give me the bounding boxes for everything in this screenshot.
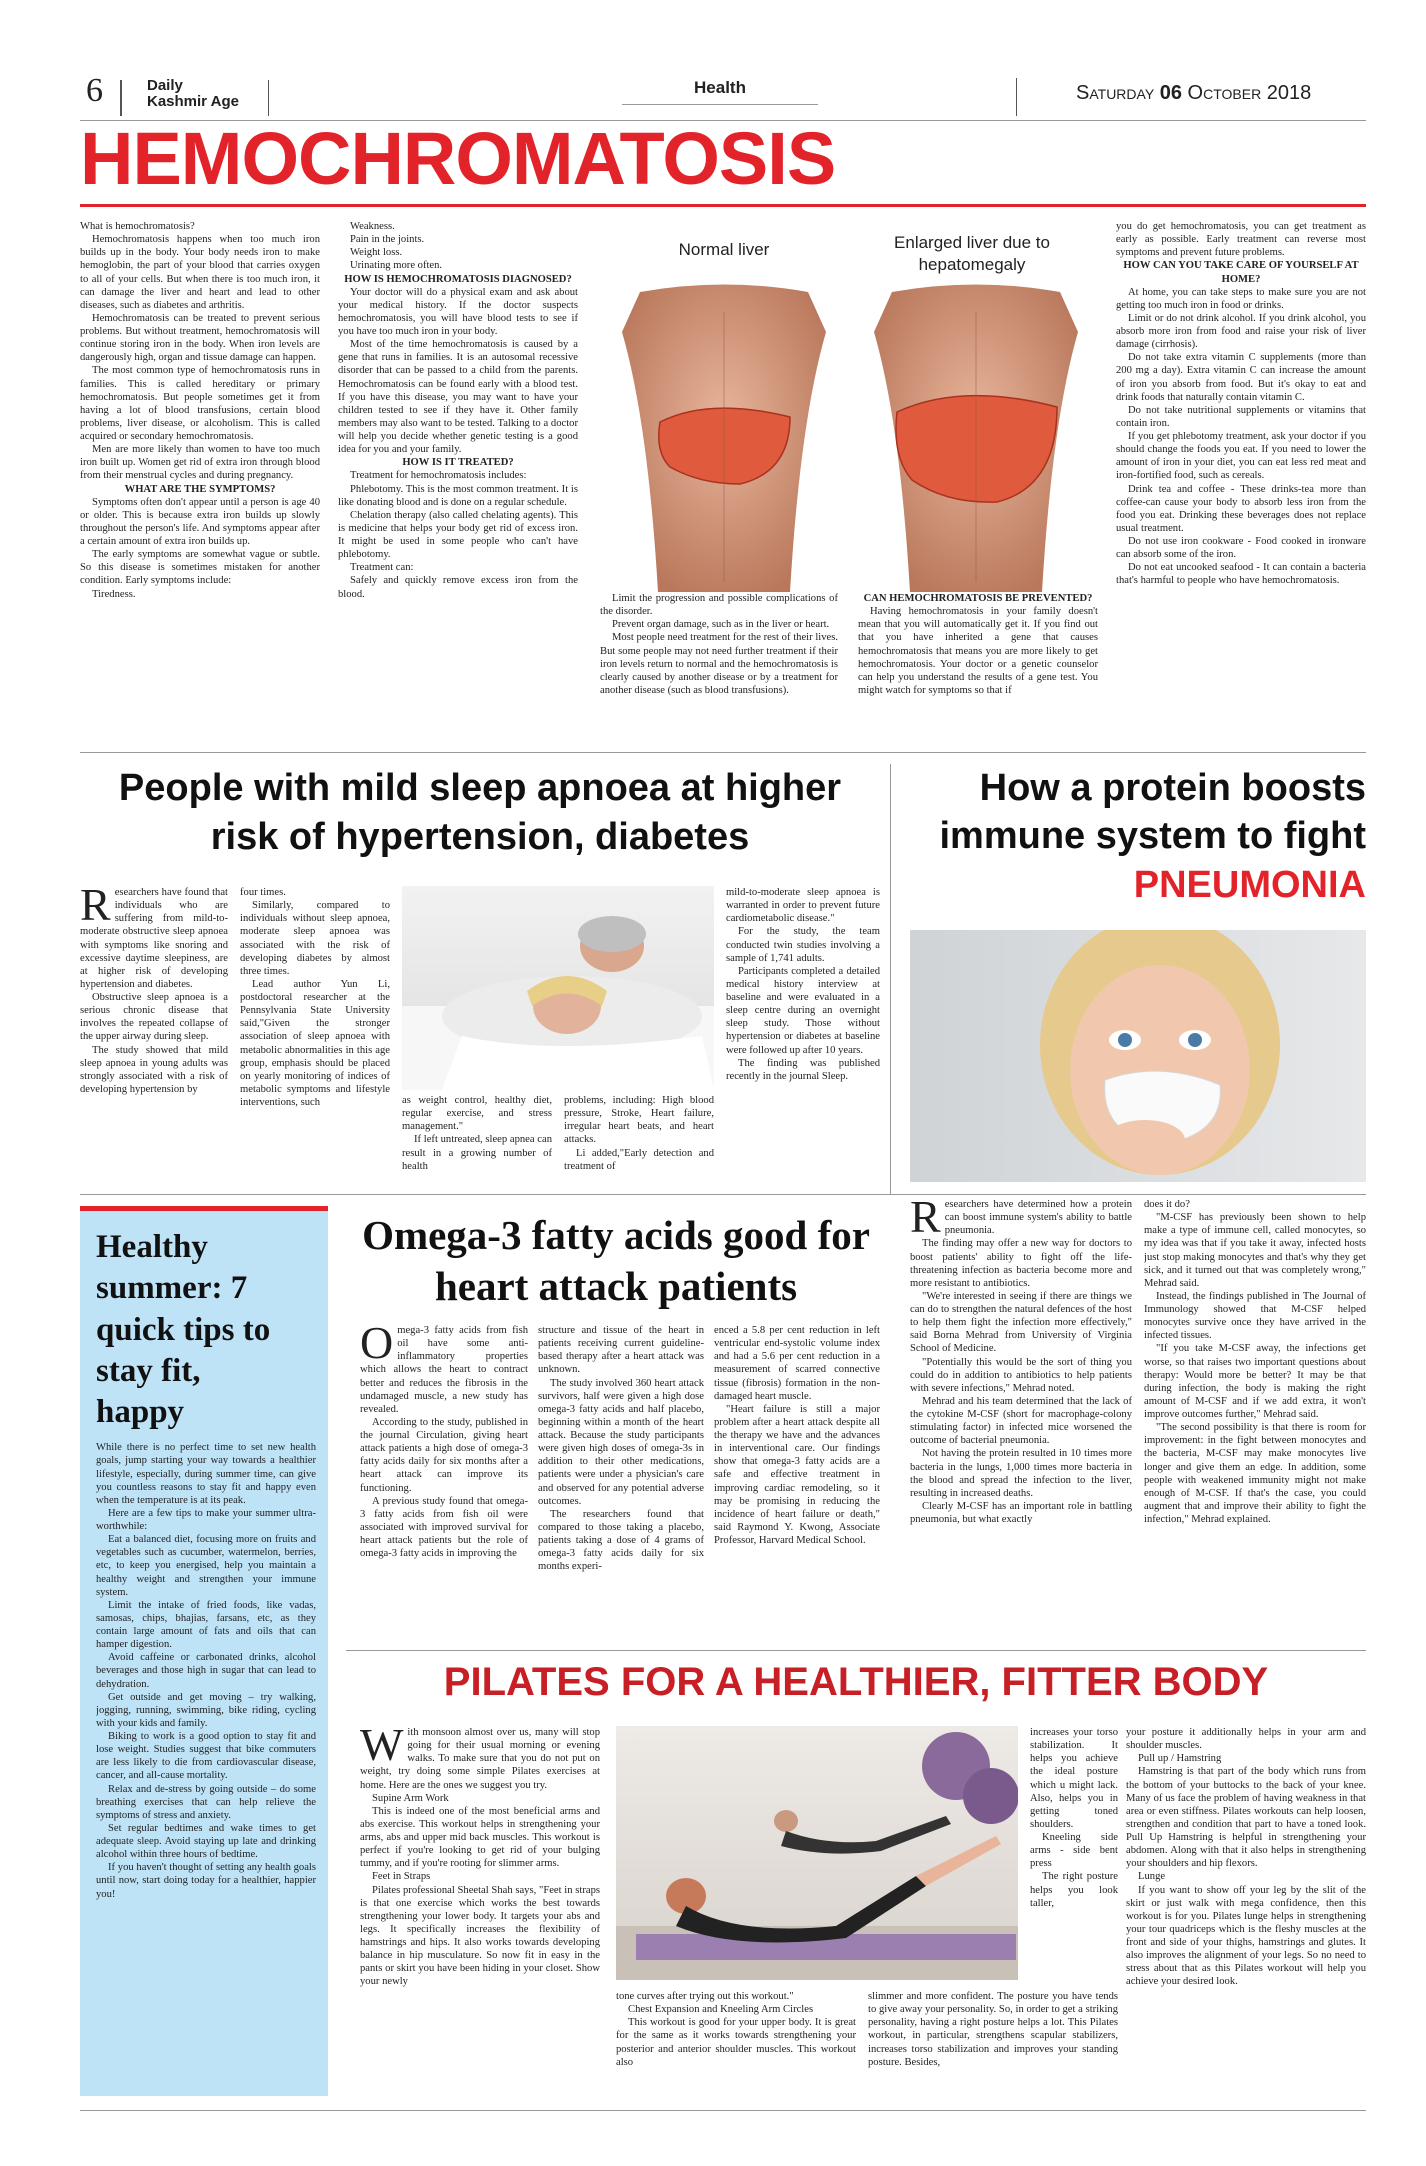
paragraph: Clearly M-CSF has an important role in battling pneumonia, but what exactly <box>910 1500 1132 1525</box>
paragraph: Chelation therapy (also called chelating agents). This is medicine that helps your body get rid of excess iron. It might be used in some people who can't have phlebotomy. <box>338 509 578 561</box>
paragraph: does it do? <box>1144 1199 1190 1210</box>
apnoea-headline: People with mild sleep apnoea at higher risk of hypertension, diabetes <box>118 767 842 859</box>
paragraph: A previous study found that omega-3 fatty acids from fish oil were associated with improved survival for heart attack patients but the role of omega-3 fatty acids in improving the <box>360 1495 528 1560</box>
paragraph: The researchers found that compared to those taking a placebo, patients taking a dose of 4 grams of omega-3 fatty acids daily for six months experi- <box>538 1508 704 1573</box>
sidebar-body <box>96 1441 316 2041</box>
paragraph: Urinating more often. <box>350 260 443 272</box>
paragraph: Most of the time hemochromatosis is caused by a gene that runs in families. It is an autosomal recessive disorder that can be passed to a child from the parents. Hemochromatosis can be found early with a blood test. If you have this disease, you may want to have your children tested to see if they have it. Other family members may also want to be tested. Talking to a doctor will help you decide whether genetic testing is a good idea for you and your family. <box>338 339 578 456</box>
enlarged-liver-label: Enlarged liver due to hepatomegaly <box>894 233 1050 275</box>
paragraph: "The second possibility is that there is room for improvement: in the fight between monocytes and the bacteria, M-CSF may make monocytes live longer and give them an edge. In addition, some people with weakened immunity might not make enough of M-CSF. If that's the case, you could augment that and improve their ability to fight the infection," Mehrad explained. <box>1144 1422 1366 1525</box>
paragraph: ith monsoon almost over us, many will stop going for their usual morning or evening walks. To make sure that you do not put on weight, try doing some simple Pilates exercises at home. Here are the ones we suggest you try. <box>360 1727 600 1791</box>
paragraph: What is hemochromatosis? <box>80 221 195 232</box>
paragraph: Treatment can: <box>350 562 414 574</box>
paragraph: Hemochromatosis happens when too much iron builds up in the body. Your body needs iron to make hemoglobin, the part of your blood that carries oxygen to all of your cells. But when there is too much iron, it can damage the liver and heart and lead to other diseases, such as diabetes and arthritis. <box>80 234 320 311</box>
enlarged-liver-image <box>852 222 1100 592</box>
paragraph: Not having the protein resulted in 10 times more bacteria in the lungs, 1,000 times more bacteria in the blood and spread the infection to the liver, resulting in increased deaths. <box>910 1448 1132 1499</box>
paragraph: Limit or do not drink alcohol. If you drink alcohol, you absorb more iron from food and raise your risk of liver damage (cirrhosis). <box>1116 312 1366 351</box>
paragraph: Here are a few tips to make your summer ultra-worthwhile: <box>96 1507 316 1532</box>
paragraph: as weight control, healthy diet, regular exercise, and stress management." <box>402 1095 552 1133</box>
main-col-1 <box>80 220 320 750</box>
paragraph: According to the study, published in the journal Circulation, giving heart attack patients a high dose of omega-3 fatty acids daily for six months after a heart attack can improve its functioning. <box>360 1416 528 1494</box>
paragraph: Limit the intake of fried foods, like vadas, samosas, chips, bhajias, farsans, etc, as they contain large amount of fats and oils that can hamper digestion. <box>96 1599 316 1651</box>
pilates-dropcap: W <box>360 1726 404 1770</box>
paragraph: "Heart failure is still a major problem after a heart attack despite all the therapy we have and the advances in interventional care. Our findings show that omega-3 fatty acids are a safe and effective treatment in improving cardiac remodeling, so it may be promising in reducing the incidence of heart failure or death," said Raymond Y. Kwong, Associate Professor, Harvard Medical School. <box>714 1403 880 1546</box>
paragraph: Pull up / Hamstring <box>1138 1753 1222 1765</box>
date-month: October <box>1187 82 1262 104</box>
sidebar-box <box>80 1206 328 2096</box>
paragraph: Symptoms often don't appear until a person is age 40 or older. This is because extra iron builds up slowly throughout the person's life. And symptoms appear after a certain amount of extra iron builds up. <box>80 496 320 547</box>
paragraph: Instead, the findings published in The Journal of Immunology showed that M-CSF helped monocytes survive once they have arrived in the infected tissues. <box>1144 1290 1366 1342</box>
subheading: HOW CAN YOU TAKE CARE OF YOURSELF AT HOME? <box>1123 260 1359 285</box>
omega-col-1 <box>360 1324 528 1636</box>
paragraph: Avoid caffeine or carbonated drinks, alcohol beverages and those high in sugar that can lead to dehydration. <box>96 1652 316 1690</box>
paragraph: Li added,"Early detection and treatment of <box>564 1147 714 1172</box>
paragraph: Most people need treatment for the rest of their lives. But some people may not need further treatment if their iron levels return to normal and the hemochromatosis is clearly caused by another disease or by a treatment for another disease (such as blood transfusions). <box>600 632 838 696</box>
paragraph: While there is no perfect time to set new health goals, jump starting your way towards a healthier lifestyle, especially, during summer time, can give you countless reasons to stay fit and happy even when the temperature is at its peak. <box>96 1442 316 1506</box>
paragraph: If you haven't thought of setting any health goals until now, start doing today for a healthier, happier you! <box>96 1862 316 1900</box>
paragraph: Men are more likely than women to have too much iron built up. Women get rid of extra iron through blood from their menstrual cycles and during pregnancy. <box>80 444 320 482</box>
pilates-col-4 <box>1126 1726 1366 2096</box>
pilates-col-3 <box>868 1990 1118 2096</box>
paragraph: Kneeling side arms - side bent press <box>1030 1832 1118 1870</box>
apnoea-col-5 <box>726 886 880 1186</box>
paragraph: "If you take M-CSF away, the infections get worse, so that raises two important questions about therapy: Would more be better? It may be that during infection, the body is making the right amount of M-CSF and if we add extra, it won't improve outcomes further," Mehrad said. <box>1144 1343 1366 1420</box>
normal-liver-label: Normal liver <box>678 240 770 259</box>
sleeping-couple-photo <box>402 886 714 1090</box>
paragraph: Get outside and get moving – try walking, jogging, running, swimming, bike riding, cycling with your kids and family. <box>96 1691 316 1729</box>
paragraph: Limit the progression and possible complications of the disorder. <box>600 593 838 618</box>
paragraph: Weakness. <box>350 221 395 232</box>
normal-liver-image <box>600 222 848 592</box>
paragraph: "M-CSF has previously been shown to help make a type of immune cell, called monocytes, so my idea was that if you take it away, infected hosts just stop making monocytes and that's why they get sick, and it turned out that was completely wrong," Mehrad said. <box>1144 1212 1366 1289</box>
section-name: Health <box>694 78 746 97</box>
paragraph: Lead author Yun Li, postdoctoral researcher at the Pennsylvania State University said,"Given the stronger association of sleep apnoea with metabolic abnormalities in this age group, emphasis should be placed on yearly monitoring of indices of metabolic symptoms and lifestyle interventions, such <box>240 978 390 1108</box>
paragraph: The finding was published recently in the journal Sleep. <box>726 1057 880 1082</box>
paragraph: Lunge <box>1138 1871 1166 1883</box>
paragraph: This workout is good for your upper body. It is great for the same as it works towards strengthening your posterior and anterior shoulder muscles. This workout also <box>616 2017 856 2068</box>
paragraph: Relax and de-stress by going outside – do some breathing exercises that can help relieve the symptoms of stress and anxiety. <box>96 1783 316 1821</box>
paper-name <box>147 78 239 110</box>
protein-col-1 <box>910 1198 1132 1636</box>
paragraph: Hamstring is that part of the body which runs from the bottom of your buttocks to the back of your knee. Many of us face the problem of having weakness in that area or even stiffness. Pilates workouts can help loosen, strengthen and condition that part to have a toned look. Pull Up Hamstring is helpful in strengthening your abdomen. Along with that it also helps in strengthening your shoulders and hip flexors. <box>1126 1766 1366 1870</box>
paragraph: Treatment for hemochromatosis includes: <box>350 470 527 482</box>
date-year: 2018 <box>1266 82 1312 104</box>
paragraph: Set regular bedtimes and wake times to get adequate sleep. Avoid staying up late and drinking alcohol within three hours of bedtime. <box>96 1822 316 1861</box>
date-day: Saturday <box>1076 82 1155 104</box>
torso-illustration <box>600 222 848 592</box>
paragraph: mega-3 fatty acids from fish oil have some anti-inflammatory properties which allows the heart to contract better and reduces the fibrosis in the undamaged muscle, a new study has revealed. <box>360 1325 528 1415</box>
paragraph: Do not take nutritional supplements or vitamins that contain iron. <box>1116 404 1366 429</box>
protein-headline <box>900 764 1366 909</box>
paragraph: The study involved 360 heart attack survivors, half were given a high dose omega-3 fatty acids and half placebo, beginning within a month of the heart attack. Because the study participants were given high doses of omega-3s in addition to their other medications, patients were under a physician's care and observed for any potential adverse outcomes. <box>538 1377 704 1507</box>
main-col-5 <box>1116 220 1366 750</box>
torso-illustration <box>852 222 1100 592</box>
sidebar-headline: Healthy summer: 7 quick tips to stay fit, happy <box>96 1229 271 1430</box>
girl-illustration <box>910 930 1366 1182</box>
subheading: HOW IS HEMOCHROMATOSIS DIAGNOSED? <box>344 273 572 285</box>
pilates-col-1 <box>360 1726 600 2096</box>
paragraph: enced a 5.8 per cent reduction in left ventricular end-systolic volume index and had a 5.6 per cent reduction in a measurement of scarred connective tissue (fibrosis) formation in the non-damaged heart muscle. <box>714 1325 880 1402</box>
girl-blowing-nose-photo <box>910 930 1366 1182</box>
paragraph: Safely and quickly remove excess iron from the blood. <box>338 575 578 600</box>
paragraph: Do not take extra vitamin C supplements (more than 200 mg a day). Extra vitamin C can increase the amount of iron you absorb from food. But it's okay to eat and drink foods that naturally contain vitamin C. <box>1116 352 1366 403</box>
paragraph: Mehrad and his team determined that the lack of the cytokine M-CSF (short for macrophage-colony stimulating factor) in infected mice worsened the outcome of bacterial pneumonia. <box>910 1395 1132 1447</box>
apnoea-dropcap: R <box>80 886 111 930</box>
issue-date <box>1076 82 1311 105</box>
paragraph: Pain in the joints. <box>350 234 425 246</box>
paragraph: Tiredness. <box>92 588 136 600</box>
paragraph: Feet in Straps <box>372 1871 431 1883</box>
main-col-3 <box>600 592 838 750</box>
paragraph: Hemochromatosis can be treated to prevent serious problems. But without treatment, hemochromatosis will continue storing iron in the body. When iron levels are dangerously high, organ and tissue damage can happen. <box>80 312 320 364</box>
paragraph: The study showed that mild sleep apnoea in young adults was strongly associated with a risk of developing hypertension by <box>80 1044 228 1095</box>
paragraph: The early symptoms are somewhat vague or subtle. So this disease is sometimes mistaken for another condition. Early symptoms include: <box>80 549 320 587</box>
paragraph: Phlebotomy. This is the most common treatment. It is like donating blood and is done on a regular schedule. <box>338 483 578 508</box>
apnoea-col-3 <box>402 1094 552 1186</box>
omega-headline: Omega-3 fatty acids good for heart attack patients <box>362 1212 870 1310</box>
paragraph: problems, including: High blood pressure, Stroke, Heart failure, irregular heart beats, and heart attacks. <box>564 1095 714 1146</box>
paragraph: If you want to show off your leg by the slit of the skirt or just walk with mega confidence, then this workout is for you. Pilates lunge helps in strengthening your tour quadriceps which is the fleshy muscles at the front and side of your thighs, hamstrings and glutes. It also improves the alignment of your legs. So no need to stress about that as this Pilates workout will help you achieve your desired look. <box>1126 1884 1366 1988</box>
paragraph: The finding may offer a new way for doctors to boost patients' ability to fight off the life-threatening infection as bacteria become more and more resistant to antibiotics. <box>910 1238 1132 1289</box>
paragraph: increases your torso stabilization. It helps you achieve the ideal posture which u might lack. Also, helps you in getting toned shoulders. <box>1030 1727 1118 1830</box>
paragraph: your posture it additionally helps in your arm and shoulder muscles. <box>1126 1727 1366 1752</box>
main-col-2 <box>338 220 578 750</box>
paragraph: Chest Expansion and Kneeling Arm Circles <box>628 2004 814 2016</box>
pilates-col-2 <box>616 1990 856 2096</box>
paragraph: If left untreated, sleep apnea can result in a growing number of health <box>402 1134 552 1172</box>
paper-name-line1: Daily <box>147 77 183 94</box>
paragraph: Participants completed a detailed medical history interview at baseline and were evaluated in a sleep centre during an overnight sleep study. Those without hypertension or diabetes at baseline were followed up after 10 years. <box>726 965 880 1056</box>
pilates-col-side <box>1030 1726 1118 1980</box>
paragraph: tone curves after trying out this workout." <box>616 1991 794 2002</box>
sleeping-couple-illustration <box>402 886 714 1090</box>
paragraph: Drink tea and coffee - These drinks-tea more than coffee-can cause your body to absorb less iron from the food you eat. Drinking these beverages does not replace usual treatment. <box>1116 483 1366 534</box>
paragraph: Do not use iron cookware - Food cooked in ironware can absorb some of the iron. <box>1116 536 1366 561</box>
apnoea-col-4 <box>564 1094 714 1186</box>
paragraph: esearchers have found that individuals who are suffering from mild-to-moderate obstructive sleep apnoea with symptoms like snoring and excessive daytime sleepiness, are at higher risk of developing hypertension and diabetes. <box>80 887 228 990</box>
paragraph: Pilates professional Sheetal Shah says, "Feet in straps is that one exercise which works the best towards strengthening your lower body. It targets your abs and legs. It specifically increases the flexibility of hamstrings and hips. It also works towards developing balance in hip musculature. So now fit in easy in the pants or skirt you have been hiding in your closet. Show your newly <box>360 1884 600 1988</box>
paragraph: four times. <box>240 887 286 898</box>
subheading: HOW IS IT TREATED? <box>402 457 514 469</box>
paragraph: This is indeed one of the most beneficial arms and abs exercise. This workout helps in strengthening your arms, abs and upper mid back muscles. This workout is perfect if you're looking to get rid of your bulging tummy, and if you're rooting for slimmer arms. <box>360 1805 600 1870</box>
paragraph: Biking to work is a good option to stay fit and lose weight. Studies suggest that bike commuters are less likely to die from cardiovascular disease, cancer, and all-cause mortality. <box>96 1731 316 1782</box>
paragraph: Supine Arm Work <box>372 1792 449 1804</box>
paragraph: Eat a balanced diet, focusing more on fruits and vegetables such as cucumber, watermelon, berries, etc, to keep you energised, help you maintain a healthy weight and strengthen your immune system. <box>96 1534 316 1598</box>
paragraph: mild-to-moderate sleep apnoea is warranted in order to prevent future cardiometabolic disease." <box>726 887 880 925</box>
page-number: 6 <box>86 72 103 109</box>
protein-col-1-text <box>910 1198 1132 1526</box>
paragraph: If you get phlebotomy treatment, ask your doctor if you should change the foods you eat. If you need to lower the amount of iron in your diet, you can eat less red meat and iron-fortified food, such as cereals. <box>1116 431 1366 482</box>
subheading: WHAT ARE THE SYMPTOMS? <box>124 483 276 495</box>
paragraph: Similarly, compared to individuals without sleep apnoea, moderate sleep apnoea was associated with the risk of developing diabetes by almost three times. <box>240 900 390 977</box>
paragraph: "We're interested in seeing if there are things we can do to strengthen the natural defences of the host to help them fight the infection more effectively," said Borna Mehrad from University of Virginia School of Medicine. <box>910 1290 1132 1355</box>
paragraph: Your doctor will do a physical exam and ask about your medical history. If the doctor suspects hemochromatosis, you will have blood tests to see if you have too much iron in your body. <box>338 286 578 337</box>
paragraph: Having hemochromatosis in your family doesn't mean that you will automatically get it. If you find out that you have inherited a gene that causes hemochromatosis that means you are more likely to get hemochromatosis. Your doctor or a genetic counselor can help you understand the results of a gene test. You might watch for symptoms so that if <box>858 606 1098 696</box>
omega-col-3 <box>714 1324 880 1636</box>
apnoea-col-1 <box>80 886 228 1186</box>
paragraph: Weight loss. <box>350 247 403 259</box>
subheading: CAN HEMOCHROMATOSIS BE PREVENTED? <box>863 593 1093 604</box>
pilates-headline: PILATES FOR A HEALTHIER, FITTER BODY <box>443 1660 1269 1704</box>
paragraph: The most common type of hemochromatosis runs in families. This is called hereditary or primary hemochromatosis. But people sometimes get it from having a lot of blood transfusions, certain blood problems, liver disease, or alcoholism. This is called acquired or secondary hemochromatosis. <box>80 365 320 442</box>
pilates-class-photo <box>616 1726 1018 1980</box>
apnoea-col-2 <box>240 886 390 1186</box>
paper-name-line2: Kashmir Age <box>147 92 239 110</box>
paragraph: slimmer and more confident. The posture you have tends to give away your personality. So, in order to get a striking personality, having a right posture helps a lot. This Pilates workout, in particular, strengthens scapular stabilizers, increases torso stabilization and improves your standing posture. Besides, <box>868 1991 1118 2068</box>
paragraph: "Potentially this would be the sort of thing you could do in addition to antibiotics to help patients with severe infections," Mehrad noted. <box>910 1356 1132 1394</box>
omega-col-2 <box>538 1324 704 1636</box>
pilates-illustration <box>616 1726 1018 1980</box>
omega-dropcap: O <box>360 1324 394 1368</box>
paragraph: esearchers have determined how a protein can boost immune system's ability to battle pneumonia. <box>944 1199 1132 1237</box>
date-num: 06 <box>1159 82 1182 104</box>
paragraph: At home, you can take steps to make sure you are not getting too much iron in food or drinks. <box>1116 286 1366 311</box>
protein-headline-main: How a protein boosts immune system to fight <box>939 767 1366 858</box>
paragraph: you do get hemochromatosis, you can get treatment as early as possible. Early treatment can reverse most symptoms and prevent future problems. <box>1116 221 1366 259</box>
protein-col-2 <box>1144 1198 1366 1636</box>
paragraph: For the study, the team conducted twin studies involving a sample of 1,741 adults. <box>726 926 880 964</box>
protein-headline-accent: PNEUMONIA <box>1133 863 1366 906</box>
main-title: HEMOCHROMATOSIS <box>80 117 836 200</box>
protein-dropcap: R <box>910 1198 941 1242</box>
paragraph: structure and tissue of the heart in patients receiving current guideline-based therapy after a heart attack was unknown. <box>538 1325 704 1376</box>
paragraph: The right posture helps you look taller, <box>1030 1871 1118 1909</box>
pilates-col-1-text <box>360 1726 600 1989</box>
paragraph: Do not eat uncooked seafood - It can contain a bacteria that's harmful to people who have hemochromatosis. <box>1116 562 1366 587</box>
paragraph: Obstructive sleep apnoea is a serious chronic disease that involves the repeated collapse of the upper airway during sleep. <box>80 992 228 1043</box>
paragraph: Prevent organ damage, such as in the liver or heart. <box>612 619 830 631</box>
main-col-4 <box>858 592 1098 750</box>
